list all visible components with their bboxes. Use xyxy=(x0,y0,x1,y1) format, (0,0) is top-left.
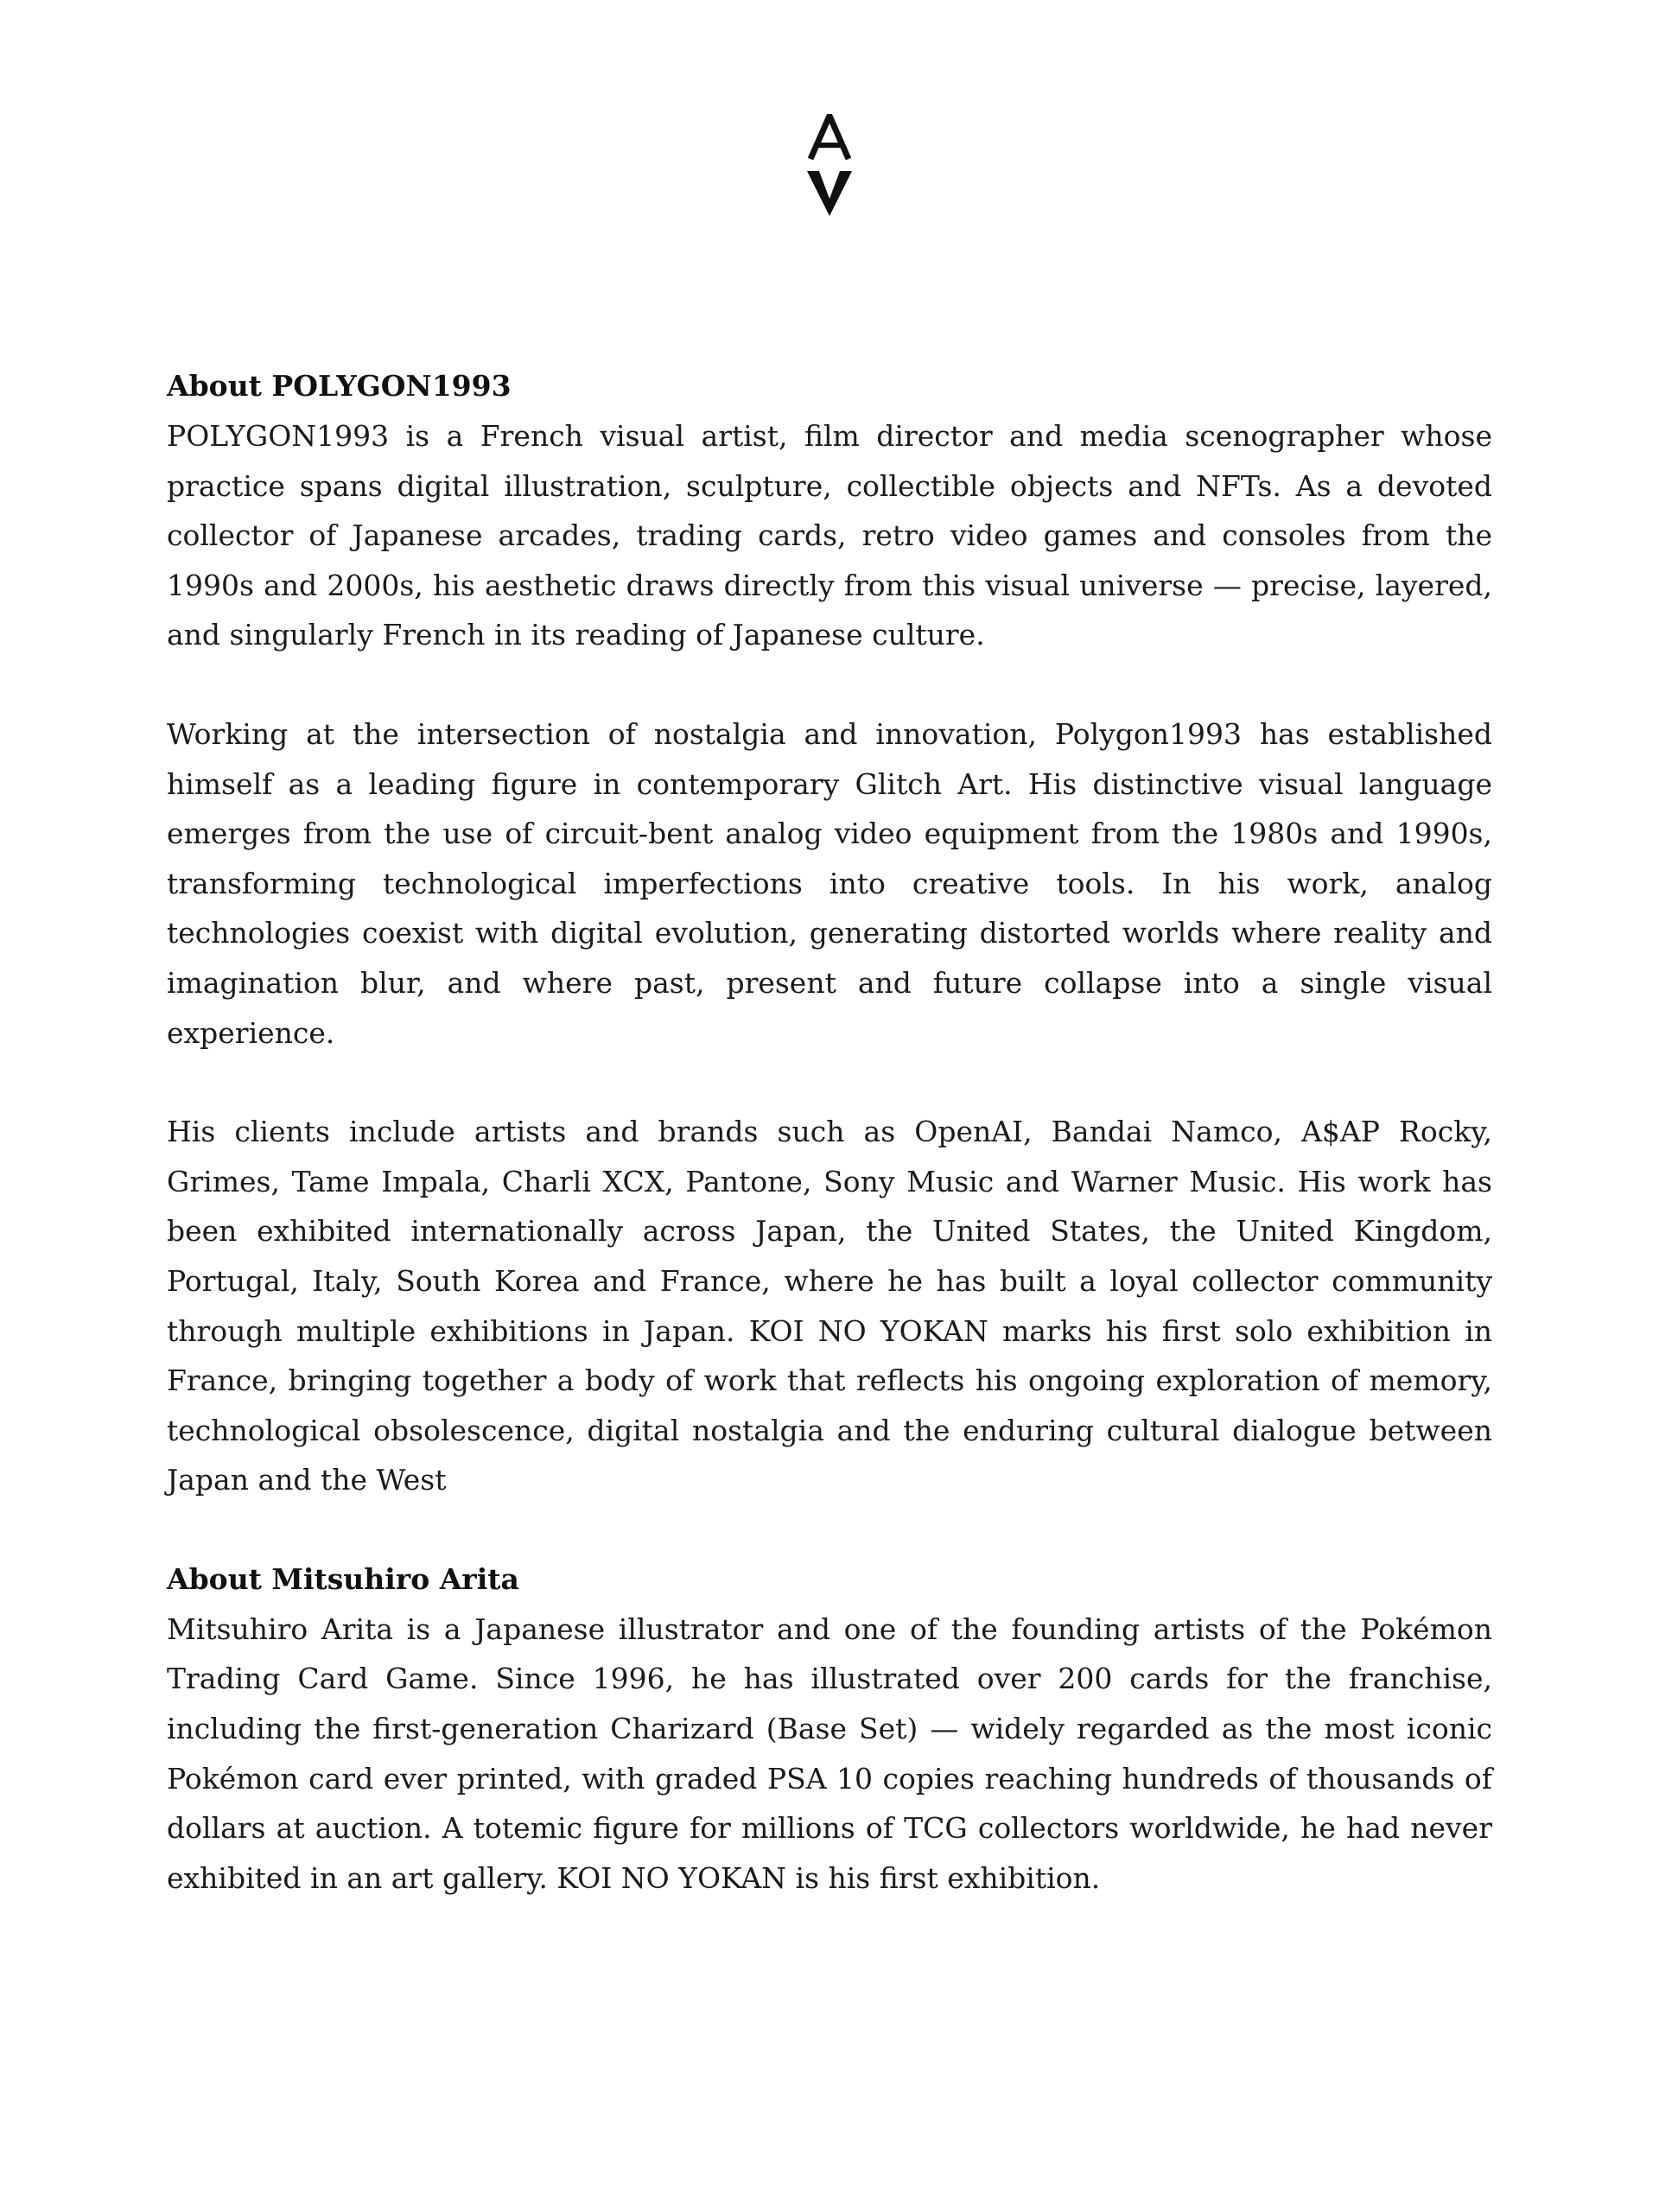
section-about-polygon1993 xyxy=(167,361,1492,1505)
av-monogram-icon xyxy=(802,114,857,218)
paragraph-gap xyxy=(167,1058,1492,1107)
paragraph: Mitsuhiro Arita is a Japanese illustrator and one of the founding artists of the Pokémon Trading Card Game. Since 1996, he has illustrated over 200 cards for the franchise, including the first-generation Charizard (Base Set) — widely regarded as the most iconic Pokémon card ever printed, with graded PSA 10 copies reaching hundreds of thousands of dollars at auction. A totemic figure for millions of TCG collectors worldwide, he had never exhibited in an art gallery. KOI NO YOKAN is his first exhibition. xyxy=(167,1611,1492,1895)
av-monogram-svg xyxy=(802,114,857,218)
section-heading: About Mitsuhiro Arita xyxy=(167,1561,519,1596)
section-heading: About POLYGON1993 xyxy=(167,369,512,403)
section-about-mitsuhiro-arita xyxy=(167,1554,1492,1904)
document-body xyxy=(167,361,1492,1903)
section-gap xyxy=(167,1505,1492,1554)
paragraph: POLYGON1993 is a French visual artist, film director and media scenographer whose practice spans digital illustration, sculpture, collectible objects and NFTs. As a devoted collector of Japanese arcades, trading cards, retro video games and consoles from the 1990s and 2000s, his aesthetic draws directly from this visual universe — precise, layered, and singularly French in its reading of Japanese culture. xyxy=(167,419,1492,652)
paragraph-gap xyxy=(167,660,1492,709)
paragraph: Working at the intersection of nostalgia and innovation, Polygon1993 has established himself as a leading figure in contemporary Glitch Art. His distinctive visual language emerges from the use of circuit-bent analog video equipment from the 1980s and 1990s, transforming technological imperfections into creative tools. In his work, analog technologies coexist with digital evolution, generating distorted worlds where reality and imagination blur, and where past, present and future collapse into a single visual experience. xyxy=(167,716,1492,1050)
paragraph: His clients include artists and brands such as OpenAI, Bandai Namco, A$AP Rocky, Grimes, Tame Impala, Charli XCX, Pantone, Sony Music and Warner Music. His work has been exhibited internationally across Japan, the United States, the United Kingdom, Portugal, Italy, South Korea and France, where he has built a loyal collector community through multiple exhibitions in Japan. KOI NO YOKAN marks his first solo exhibition in France, bringing together a body of work that reflects his ongoing exploration of memory, technological obsolescence, digital nostalgia and the enduring cultural dialogue between Japan and the West xyxy=(167,1115,1492,1497)
